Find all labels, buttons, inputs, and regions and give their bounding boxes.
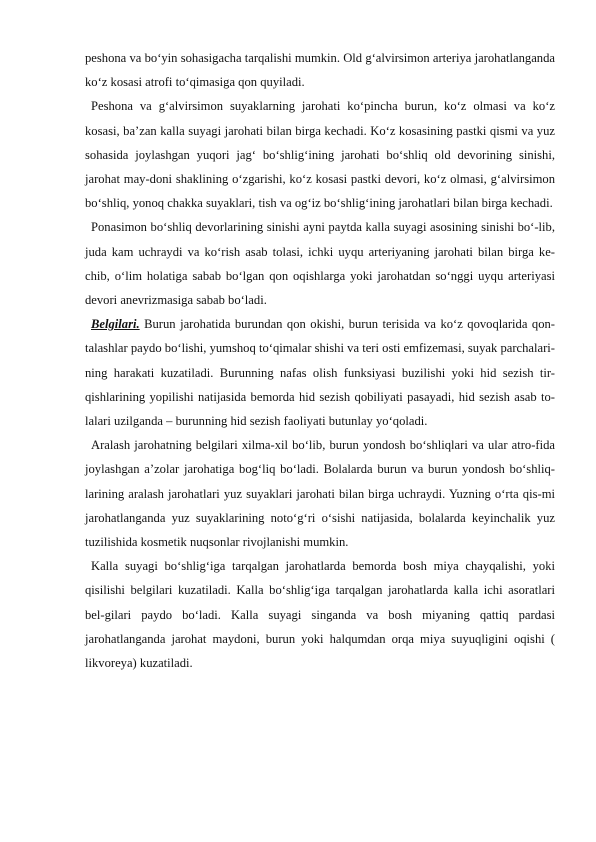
document-page <box>85 46 555 675</box>
paragraph-4-signs <box>85 312 555 433</box>
section-heading-belgilari: Belgilari. <box>91 317 140 332</box>
paragraph-3: Ponasimon bo‘shliq devorlarining sinishi ayni paytda kalla suyagi asosining sinishi bo‘-lib, juda kam uchraydi va ko‘rish asab tolasi, ichki uyqu arteriyaning jarohati bilan birga ke-chib, o‘lim holatiga sabab bo‘lgan qon oqishlarga yoki jarohatdan so‘nggi uyqu arteriyasi devori anevrizmasiga sabab bo‘ladi. <box>85 220 555 308</box>
paragraph-2: Peshona va g‘alvirsimon suyaklarning jarohati ko‘pincha burun, ko‘z olmasi va ko‘z kosasi, ba’zan kalla suyagi jarohati bilan birga kechadi. Ko‘z kosasining pastki qismi va yuz sohasida joylashgan yuqori jag‘ bo‘shlig‘ining jarohati bo‘shliq old devorining sinishi, jarohat may-doni shaklining o‘zgarishi, ko‘z kosasi pastki devori, ko‘z olmasi, g‘alvirsimon bo‘shliq, yonoq chakka suyaklari, tish va og‘iz bo‘shlig‘ining jarohatlari bilan birga kechadi. <box>85 99 555 211</box>
paragraph-4-body: Burun jarohatida burundan qon okishi, burun terisida va ko‘z qovoqlarida qon-talashlar paydo bo‘lishi, yumshoq to‘qimalar shishi va teri osti emfizemasi, suyak parchalari-ning harakati kuzatiladi. Burunning nafas olish funksiyasi buzilishi yoki hid sezish tir-qishlarining yopilishi natijasida bemorda hid sezish qobiliyati pasayadi, hid sezish asab to-lalari uzilganda – burunning hid sezish faoliyati butunlay yo‘qoladi. <box>85 317 555 429</box>
paragraph-6: Kalla suyagi bo‘shlig‘iga tarqalgan jarohatlarda bemorda bosh miya chayqalishi, yoki qisilishi belgilari kuzatiladi. Kalla bo‘shlig‘iga tarqalgan jarohatlarda kalla ichi asoratlari bel-gilari paydo bo‘ladi. Kalla suyagi singanda va bosh miyaning qattiq pardasi jarohatlanganda jarohat maydoni, burun yoki halqumdan orqa miya suyuqligini oqishi ( likvoreya) kuzatiladi. <box>85 559 555 671</box>
paragraph-5: Aralash jarohatning belgilari xilma-xil bo‘lib, burun yondosh bo‘shliqlari va ular atro-fida joylashgan a’zolar jarohatiga bog‘liq bo‘ladi. Bolalarda burun va burun yondosh bo‘shliq-larining aralash jarohatlari yuz suyaklari jarohati bilan birga uchraydi. Yuzning o‘rta qis-mi jarohatlanganda yuz suyaklarining noto‘g‘ri o‘sishi natijasida, bolalarda keyinchalik yuz tuzilishida kosmetik nuqsonlar rivojlanishi mumkin. <box>85 438 555 550</box>
paragraph-1: peshona va bo‘yin sohasigacha tarqalishi mumkin. Old g‘alvirsimon arteriya jarohatlanganda ko‘z kosasi atrofi to‘qimasiga qon quyiladi. <box>85 51 555 90</box>
